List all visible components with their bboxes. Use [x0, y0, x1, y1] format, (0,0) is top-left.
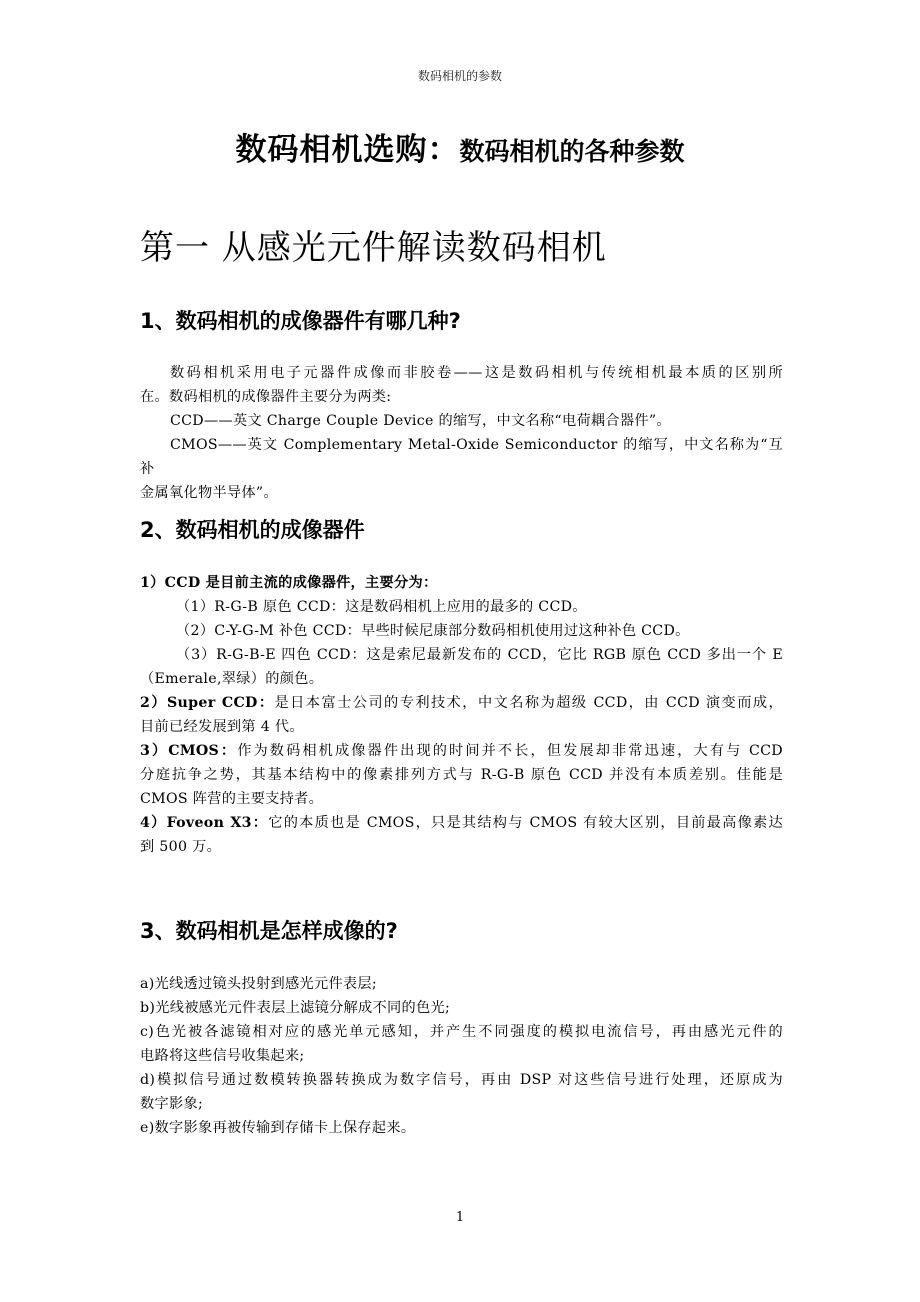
- section2-body: [140, 571, 783, 859]
- section1-body: [140, 361, 783, 505]
- title-colon: ：: [427, 132, 460, 168]
- section1-p3-line1: CMOS——英文 Complementary Metal-Oxide Semiconductor 的缩写，中文名称为“互补: [140, 437, 783, 477]
- section3-body: [140, 972, 783, 1140]
- title-main: 数码相机选购: [235, 132, 428, 168]
- section2-item1-sub2: （2）C-Y-G-M 补色 CCD：早些时候尼康部分数码相机使用过这种补色 CCD。: [176, 623, 690, 639]
- section2-item2-text: 是日本富士公司的专利技术，中文名称为超级 CCD，由 CCD 演变而成，: [274, 695, 783, 711]
- section2-item2-line2: 目前已经发展到第 4 代。: [140, 719, 304, 735]
- section3-item-c-line1: c)色光被各滤镜相对应的感光单元感知，并产生不同强度的模拟电流信号，再由感光元件的: [140, 1024, 783, 1040]
- section1-p1-line2: 在。数码相机的成像器件主要分为两类:: [140, 389, 392, 405]
- section2-item1-sub1: （1）R-G-B 原色 CCD：这是数码相机上应用的最多的 CCD。: [176, 599, 587, 615]
- section2-item1-sub3-line1: （3）R-G-B-E 四色 CCD：这是索尼最新发布的 CCD，它比 RGB 原色 CCD 多出一个 E: [176, 647, 783, 663]
- section3-item-d-line1: d)模拟信号通过数模转换器转换成为数字信号，再由 DSP 对这些信号进行处理，还原成为: [140, 1072, 783, 1088]
- section2-item2-bold: 2）Super CCD：: [140, 695, 275, 711]
- document-title: [0, 124, 920, 169]
- section2-item3-line1: [140, 739, 783, 763]
- section2-item3-bold: 3）CMOS：: [140, 743, 238, 759]
- section3-heading: 3、数码相机是怎样成像的?: [140, 919, 398, 943]
- section2-item4-bold: 4）Foveon X3：: [140, 815, 269, 831]
- section3-item-b: b)光线被感光元件表层上滤镜分解成不同的色光;: [140, 1000, 451, 1016]
- section1-p2: CCD——英文 Charge Couple Device 的缩写，中文名称“电荷耦合器件”。: [170, 413, 671, 429]
- section1-p3-line2: 金属氧化物半导体”。: [140, 485, 278, 501]
- section2-item3-line3: CMOS 阵营的主要支持者。: [140, 791, 324, 807]
- section3-item-a: a)光线透过镜头投射到感光元件表层;: [140, 976, 377, 992]
- section1-heading: 1、数码相机的成像器件有哪几种?: [140, 309, 461, 333]
- section2-item1-sub3-line2: （Emerale,翠绿）的颜色。: [140, 671, 324, 687]
- section2-item4-line1: [140, 811, 783, 835]
- running-header: 数码相机的参数: [417, 69, 502, 83]
- section2-item1: [140, 571, 783, 595]
- section2-item3-line2: 分庭抗争之势，其基本结构中的像素排列方式与 R-G-B 原色 CCD 并没有本质差别。佳能是: [140, 767, 783, 783]
- chapter-heading: 第一 从感光元件解读数码相机: [140, 228, 607, 268]
- section2-item4-line2: 到 500 万。: [140, 839, 222, 855]
- section3-item-c-line2: 电路将这些信号收集起来;: [140, 1048, 305, 1064]
- section2-heading: 2、数码相机的成像器件: [140, 518, 365, 542]
- section2-item2-line1: [140, 691, 783, 715]
- section2-item1-bold: 1）CCD 是目前主流的成像器件，主要分为：: [140, 575, 438, 591]
- title-sub: 数码相机的各种参数: [459, 137, 685, 166]
- section1-p1-line1: 数码相机采用电子元器件成像而非胶卷——这是数码相机与传统相机最本质的区别所: [170, 365, 783, 381]
- section3-item-e: e)数字影象再被传输到存储卡上保存起来。: [140, 1120, 416, 1136]
- section3-item-d-line2: 数字影象;: [140, 1096, 204, 1112]
- section2-item3-text: 作为数码相机成像器件出现的时间并不长，但发展却非常迅速，大有与 CCD: [237, 743, 783, 759]
- section2-item4-text: 它的本质也是 CMOS，只是其结构与 CMOS 有较大区别，目前最高像素达: [268, 815, 783, 831]
- page-number: 1: [455, 1210, 465, 1225]
